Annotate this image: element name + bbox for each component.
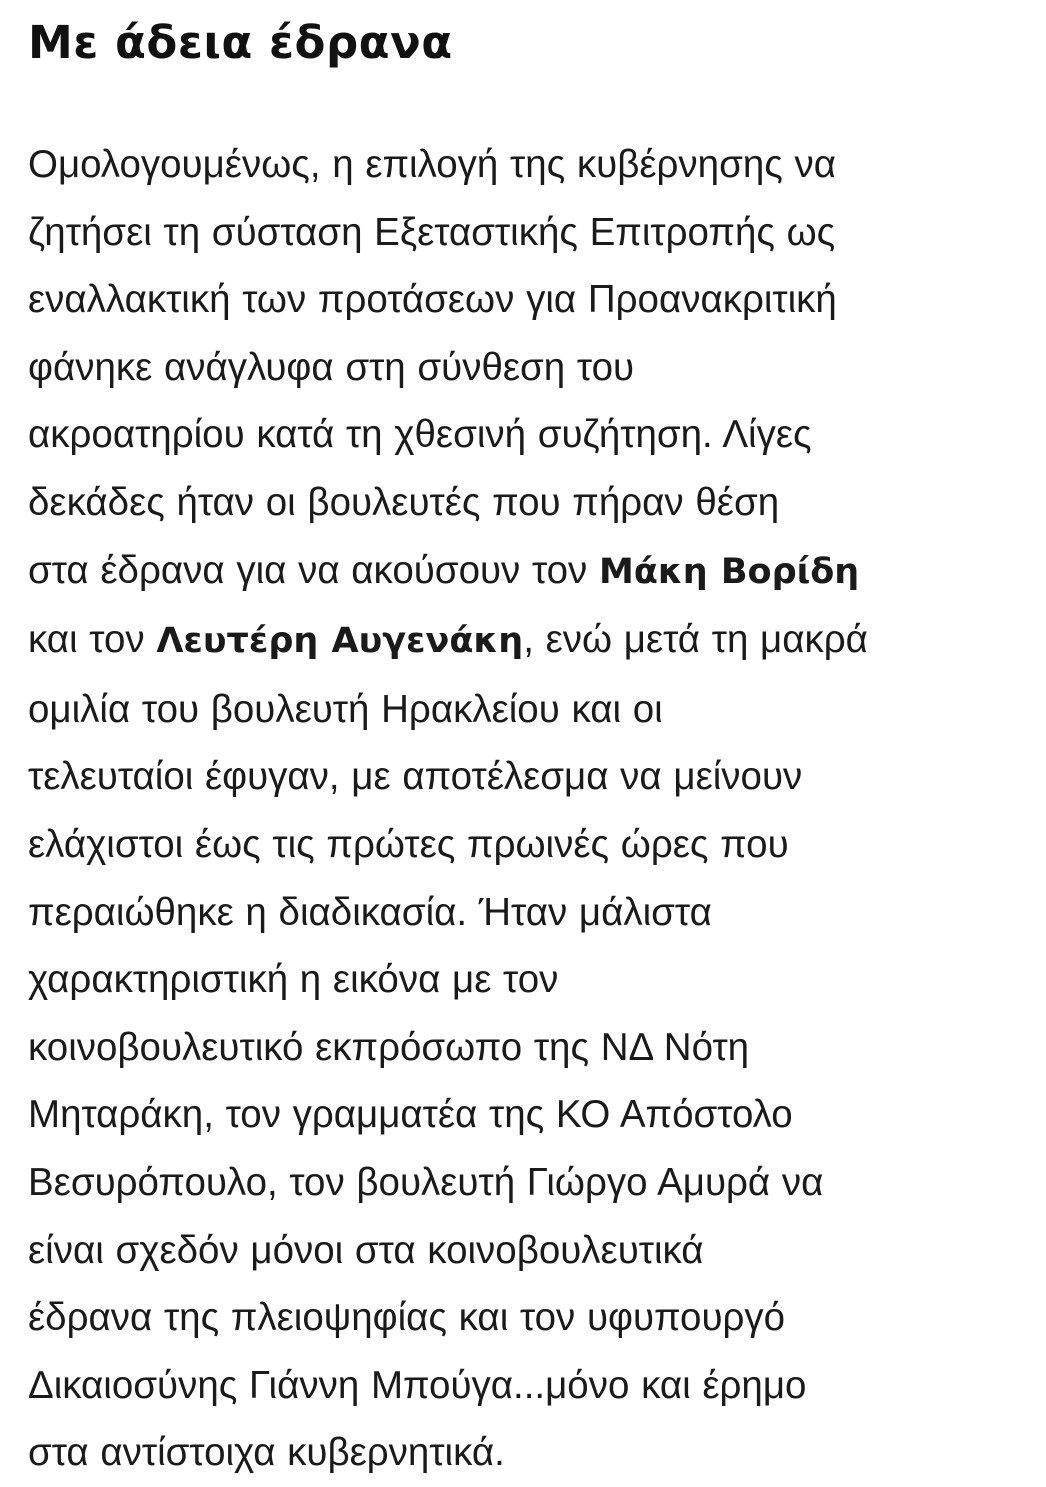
paragraph-line: εναλλακτική των προτάσεων για Προανακριτική [28,278,837,322]
paragraph-line: Δικαιοσύνης Γιάννη Μπούγα...μόνο και έρημο [28,1363,807,1407]
paragraph-line: ελάχιστοι έως τις πρώτες πρωινές ώρες που [28,822,789,866]
paragraph-line: Ομολογουμένως, η επιλογή της κυβέρνησης να [28,143,837,186]
article-paragraph [28,131,1038,1487]
paragraph-line: τελευταίοι έφυγαν, με αποτέλεσμα να μείνουν [28,755,803,799]
paragraph-line: ομιλία του βουλευτή Ηρακλείου και οι [28,687,663,731]
paragraph-line: χαρακτηριστική η εικόνα με τον [28,958,559,1002]
paragraph-line: στα αντίστοιχα κυβερνητικά. [28,1431,505,1475]
person-name-bold: Λευτέρη Αυγενάκη [156,621,524,662]
person-name-bold: Μάκη Βορίδη [599,551,860,592]
paragraph-line: ζητήσει τη σύσταση Εξεταστικής Επιτροπής ως [28,210,836,254]
paragraph-line: περαιώθηκε η διαδικασία. Ήταν μάλιστα [28,890,712,934]
article [28,0,1038,1487]
article-headline: Με άδεια έδρανα [28,16,453,69]
paragraph-line: φάνηκε ανάγλυφα στη σύνθεση του [28,345,635,389]
paragraph-line: ακροατηρίου κατά τη χθεσινή συζήτηση. Λίγες [28,413,812,457]
paragraph-line: στα έδρανα για να ακούσουν τον Μάκη Βορίδη [28,548,860,592]
paragraph-line: έδρανα της πλειοψηφίας και τον υφυπουργό [28,1296,786,1340]
paragraph-line: είναι σχεδόν μόνοι στα κοινοβουλευτικά [28,1228,704,1272]
paragraph-line: Μηταράκη, τον γραμματέα της ΚΟ Απόστολο [28,1093,793,1137]
paragraph-line: και τον Λευτέρη Αυγενάκη, ενώ μετά τη μακρά [28,618,868,662]
paragraph-line: Βεσυρόπουλο, τον βουλευτή Γιώργο Αμυρά να [28,1160,824,1204]
paragraph-line: κοινοβουλευτικό εκπρόσωπο της ΝΔ Νότη [28,1025,750,1069]
paragraph-line: δεκάδες ήταν οι βουλευτές που πήραν θέση [28,480,780,524]
